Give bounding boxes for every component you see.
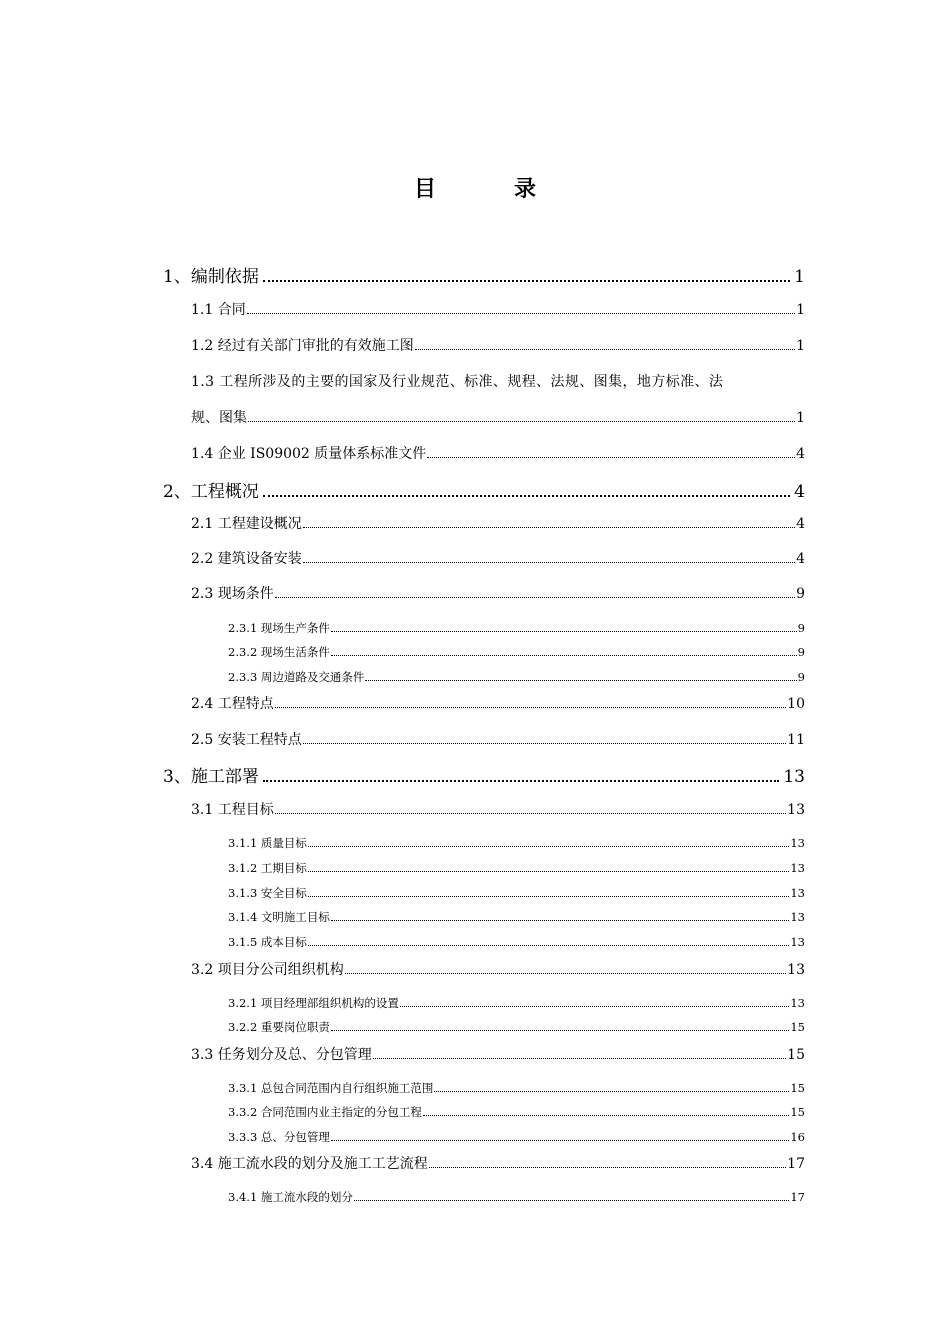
- toc-entry-label: 规、图集: [191, 410, 247, 426]
- toc-page-number: 13: [790, 836, 805, 850]
- toc-entry-label: 3.1 工程目标: [191, 802, 274, 818]
- toc-entry-label: 1.1 合同: [191, 302, 246, 318]
- toc-page-number: 1: [796, 302, 805, 318]
- dot-leader: [303, 562, 795, 563]
- toc-page-number: 15: [790, 1020, 805, 1034]
- toc-entry-2-4[interactable]: [191, 693, 805, 713]
- toc-page-number: 11: [787, 732, 805, 748]
- toc-entry-label: 1.4 企业 IS09002 质量体系标准文件: [191, 446, 427, 462]
- toc-entry-label: 3.3.2 合同范围内业主指定的分包工程: [228, 1105, 422, 1119]
- toc-page-number: 13: [790, 886, 805, 900]
- dot-leader: [429, 1167, 786, 1168]
- toc-entry-label: 1、编制依据: [163, 267, 259, 287]
- toc-page-number: 4: [796, 446, 805, 462]
- toc-entry-label: 3.2.2 重要岗位职责: [228, 1020, 330, 1034]
- toc-page-number: 13: [783, 767, 805, 787]
- toc-page-number: 9: [796, 586, 805, 602]
- toc-page-number: 1: [794, 267, 805, 287]
- toc-entry-1-3[interactable]: [191, 407, 805, 427]
- toc-entry-3-1[interactable]: [191, 799, 805, 819]
- dot-leader: [331, 920, 789, 921]
- toc-page-number: 4: [796, 516, 805, 532]
- toc-entry-3-2-1[interactable]: [228, 995, 805, 1011]
- toc-entry-2-2[interactable]: [191, 548, 805, 568]
- toc-entry-label: 3.1.5 成本目标: [228, 935, 307, 949]
- toc-entry-label: 3.2.1 项目经理部组织机构的设置: [228, 996, 399, 1010]
- toc-page-number: 1: [796, 410, 805, 426]
- dot-leader: [308, 871, 789, 872]
- toc-entry-2-3-2[interactable]: [228, 644, 805, 660]
- toc-entry-1-1[interactable]: [191, 299, 805, 319]
- toc-page-number: 1: [796, 338, 805, 354]
- dot-leader: [248, 421, 795, 422]
- toc-entry-label: 3.1.4 文明施工目标: [228, 910, 330, 924]
- toc-page-number: 13: [787, 802, 805, 818]
- dot-leader: [365, 680, 796, 681]
- page-title: 目 录: [413, 176, 564, 202]
- toc-entry-label: 3.4 施工流水段的划分及施工工艺流程: [191, 1156, 428, 1172]
- toc-entry-2-5[interactable]: [191, 729, 805, 749]
- toc-entry-label: 3.1.3 安全目标: [228, 886, 307, 900]
- toc-entry-3-3[interactable]: [191, 1044, 805, 1064]
- dot-leader: [354, 1200, 789, 1201]
- toc-entry-label: 2.4 工程特点: [191, 696, 274, 712]
- dot-leader: [275, 707, 786, 708]
- toc-entry-label: 3.3.3 总、分包管理: [228, 1130, 330, 1144]
- toc-entry-label: 1.2 经过有关部门审批的有效施工图: [191, 338, 414, 354]
- toc-entry-2-3-3[interactable]: [228, 669, 805, 685]
- toc-page-number: 17: [787, 1156, 805, 1172]
- toc-entry-2-3-1[interactable]: [228, 620, 805, 636]
- toc-entry-3-4-1[interactable]: [228, 1189, 805, 1205]
- dot-leader: [275, 813, 786, 814]
- dot-leader: [247, 313, 795, 314]
- toc-entry-label: 2.1 工程建设概况: [191, 516, 302, 532]
- dot-leader: [331, 1030, 789, 1031]
- toc-entry-3-2[interactable]: [191, 959, 805, 979]
- toc-page-number: 13: [790, 910, 805, 924]
- toc-page-number: 15: [790, 1081, 805, 1095]
- dot-leader: [303, 527, 795, 528]
- dot-leader: [308, 945, 789, 946]
- dot-leader: [303, 743, 786, 744]
- toc-page-number: 15: [787, 1047, 805, 1063]
- toc-page-number: 17: [790, 1190, 805, 1204]
- toc-entry-1-3-line1[interactable]: 1.3 工程所涉及的主要的国家及行业规范、标准、规程、法规、图集，地方标准、法: [191, 374, 724, 390]
- toc-entry-label: 3.4.1 施工流水段的划分: [228, 1190, 353, 1204]
- dot-leader: [263, 780, 780, 782]
- dot-leader: [275, 597, 795, 598]
- toc-entry-3-1-1[interactable]: [228, 835, 805, 851]
- toc-page-number: 13: [790, 996, 805, 1010]
- toc-page-number: 4: [796, 551, 805, 567]
- dot-leader: [415, 349, 795, 350]
- dot-leader: [308, 896, 789, 897]
- toc-page-number: 9: [797, 621, 805, 635]
- dot-leader: [373, 1058, 786, 1059]
- toc-page-number: 13: [790, 861, 805, 875]
- dot-leader: [331, 1140, 789, 1141]
- toc-entry-label: 2.2 建筑设备安装: [191, 551, 302, 567]
- toc-entry-label: 3.3.1 总包合同范围内自行组织施工范围: [228, 1081, 434, 1095]
- dot-leader: [345, 973, 786, 974]
- dot-leader: [331, 631, 797, 632]
- toc-entry-3-1-4[interactable]: [228, 909, 805, 925]
- toc-entry-label: 3.3 任务划分及总、分包管理: [191, 1047, 372, 1063]
- toc-entry-1-4[interactable]: [191, 443, 805, 463]
- toc-entry-2-1[interactable]: [191, 513, 805, 533]
- toc-page-number: 4: [794, 482, 805, 502]
- toc-page-number: 13: [787, 962, 805, 978]
- toc-entry-label: 3.1.1 质量目标: [228, 836, 307, 850]
- dot-leader: [427, 457, 795, 458]
- toc-page-number: 13: [790, 935, 805, 949]
- toc-entry-3-1-3[interactable]: [228, 885, 805, 901]
- toc-entry-3-2-2[interactable]: [228, 1019, 805, 1035]
- toc-entry-label: 2.3.1 现场生产条件: [228, 621, 330, 635]
- toc-entry-3-1-5[interactable]: [228, 934, 805, 950]
- toc-entry-3-3-1[interactable]: [228, 1080, 805, 1096]
- toc-entry-3-1-2[interactable]: [228, 860, 805, 876]
- toc-entry-label: 2.3.3 周边道路及交通条件: [228, 670, 365, 684]
- toc-entry-3[interactable]: [163, 762, 805, 787]
- dot-leader: [331, 655, 797, 656]
- toc-entry-label: 3、施工部署: [163, 767, 259, 787]
- toc-entry-label: 2、工程概况: [163, 482, 259, 502]
- dot-leader: [423, 1115, 789, 1116]
- toc-entry-label: 3.2 项目分公司组织机构: [191, 962, 344, 978]
- toc-entry-3-3-3[interactable]: [228, 1129, 805, 1145]
- toc-entry-label: 2.3.2 现场生活条件: [228, 645, 330, 659]
- toc-entry-1-2[interactable]: [191, 335, 805, 355]
- toc-page-number: 9: [797, 645, 805, 659]
- toc-entry-3-3-2[interactable]: [228, 1104, 805, 1120]
- toc-entry-2[interactable]: [163, 477, 805, 502]
- toc-page-number: 15: [790, 1105, 805, 1119]
- toc-entry-3-4[interactable]: [191, 1153, 805, 1173]
- dot-leader: [263, 495, 790, 497]
- dot-leader: [400, 1006, 789, 1007]
- toc-page-number: 9: [797, 670, 805, 684]
- dot-leader: [434, 1091, 789, 1092]
- toc-page-number: 10: [787, 696, 805, 712]
- dot-leader: [308, 846, 789, 847]
- toc-entry-1[interactable]: [163, 262, 805, 287]
- dot-leader: [263, 280, 790, 282]
- toc-entry-label: 2.5 安装工程特点: [191, 732, 302, 748]
- toc-entry-2-3[interactable]: [191, 583, 805, 603]
- toc-entry-label: 2.3 现场条件: [191, 586, 274, 602]
- toc-page-number: 16: [790, 1130, 805, 1144]
- toc-entry-label: 3.1.2 工期目标: [228, 861, 307, 875]
